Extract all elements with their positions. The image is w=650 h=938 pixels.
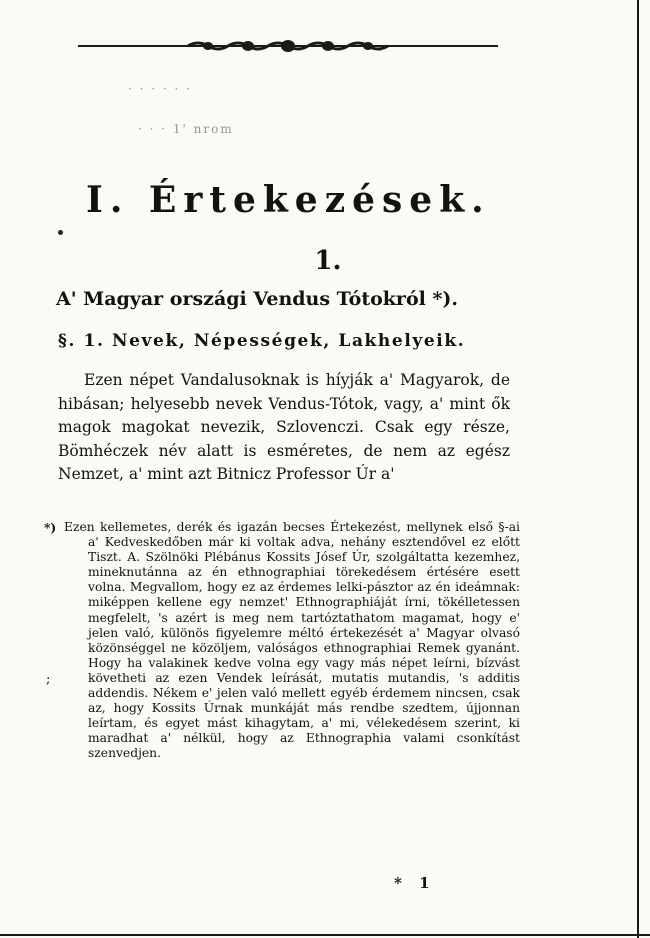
article-number: 1. <box>314 246 342 276</box>
footnote-text: Ezen kellemetes, derék és igazán becses Értekezést, mellynek első §-ai a' Kedveskedőben már ki voltak adva, nehány esztendővel ez előtt Tiszt. A. Szölnöki Plébánus Kossits Jósef Úr, szolgáltatta kezemhez, mineknutánna az én ethnographiai törekedésem értésére esett volna. Megvallom, hogy ez az érdemes lelki-pásztor az én ideámnak: miképpen kellene egy nemzet' Ethnographiáját írni, tökélletessen megfelelt, 's azért is meg nem tartóztathatom magamat, hogy e' jelen való, különös figyelemre méltó értekezését a' Magyar olvasó közönséggel ne közöljem, valóságos ethnographiai Remek gyanánt. Hogy ha valakinek kedve volna egy vagy más népet leírni, bízvást követheti az ezen Vendek leírását, mutatis mutandis, 's additis addendis. Nékem e' jelen való mellett egyéb érdemem nincsen, csak az, hogy Kossits Úrnak munkáját más rendbe szedtem, újjonnan leírtam, és egyet mást kihagytam, a' mi, vélekedésem szerint, ki maradhat a' nélkül, hogy az Ethnographia valami csonkítást szenvedjen. <box>64 520 520 761</box>
ink-spot <box>58 230 63 235</box>
right-border <box>637 0 639 938</box>
article-title: A' Magyar országi Vendus Tótokról *). <box>56 288 458 310</box>
header-ornament <box>78 38 498 54</box>
bottom-border <box>0 934 650 936</box>
section-title: I. Értekezések. <box>86 179 491 221</box>
body-text <box>58 369 510 487</box>
signature-mark: * 1 <box>394 874 436 892</box>
paragraph-heading: §. 1. Nevek, Népességek, Lakhelyeik. <box>58 331 466 351</box>
body-paragraph: Ezen népet Vandalusoknak is híyják a' Magyarok, de hibásan; helyesebb nevek Vendus-Tótok, vagy, a' mint ők magok magokat nevezik, Szlovenczi. Csak egy része, Bömhéczek név alatt is esméretes, de nem az egész Nemzet, a' mint azt Bitnicz Professor Úr a' <box>58 371 510 484</box>
faint-header-line-2: · · · 1' nrom <box>138 122 234 136</box>
footnote-marker: *) <box>44 520 57 535</box>
faint-header-line-1: · · · · · · <box>128 82 192 96</box>
margin-mark: ; <box>46 672 51 687</box>
footnote <box>44 520 520 762</box>
